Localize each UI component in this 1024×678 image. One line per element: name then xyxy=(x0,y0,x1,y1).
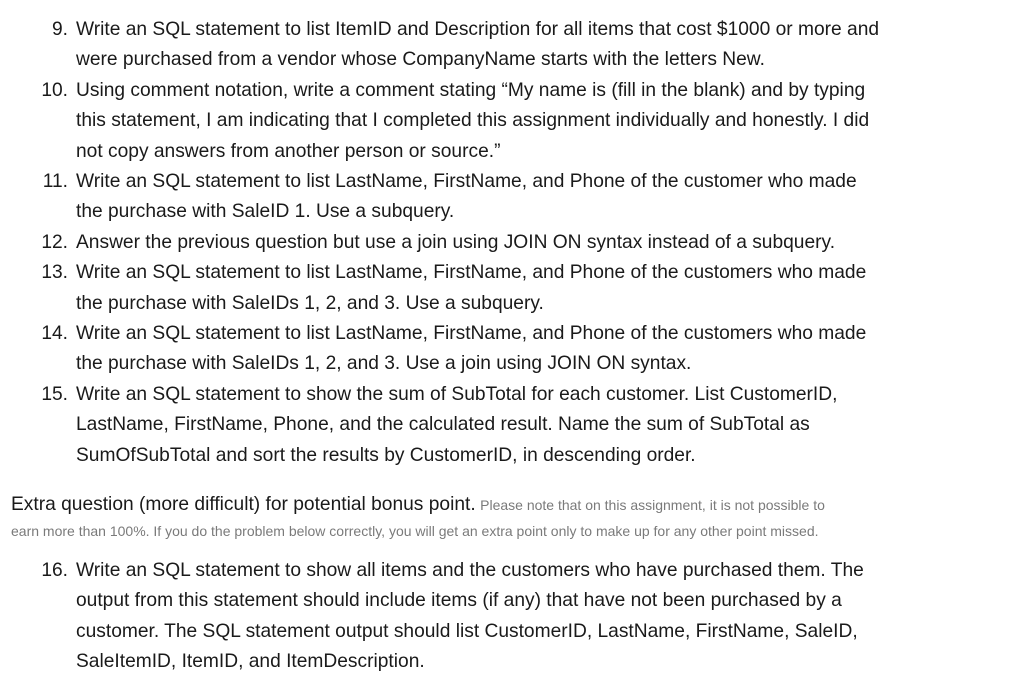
question-text-line: Answer the previous question but use a join using JOIN ON syntax instead of a subquery. xyxy=(76,231,836,253)
question-number: 16. xyxy=(41,560,68,581)
extra-question-note-continued: earn more than 100%. If you do the problem below correctly, you will get an extra point only to make up for any other point missed. xyxy=(11,523,819,539)
question-12 xyxy=(0,228,1024,258)
question-9 xyxy=(0,15,1024,76)
question-text-line: Using comment notation, write a comment stating “My name is (fill in the blank) and by typing xyxy=(76,79,866,101)
extra-question-note: Please note that on this assignment, it is not possible to xyxy=(480,497,825,513)
question-text-line: Write an SQL statement to list ItemID and Description for all items that cost $1000 or more and xyxy=(76,19,880,40)
question-text-line: not copy answers from another person or source.” xyxy=(76,140,501,162)
question-text-line: the purchase with SaleID 1. Use a subquery. xyxy=(76,201,455,223)
question-text-line: were purchased from a vendor whose CompanyName starts with the letters New. xyxy=(76,49,765,71)
question-text-line: Write an SQL statement to list LastName, FirstName, and Phone of the customer who made xyxy=(76,171,857,193)
question-13 xyxy=(0,258,1024,319)
question-text-line: LastName, FirstName, Phone, and the calculated result. Name the sum of SubTotal as xyxy=(76,414,810,436)
question-10 xyxy=(0,76,1024,167)
question-number: 9. xyxy=(51,19,68,40)
extra-question-row xyxy=(11,491,1011,518)
question-16 xyxy=(0,556,1024,678)
question-number: 10. xyxy=(41,79,68,101)
extra-question-heading xyxy=(11,491,1011,545)
question-list xyxy=(0,15,1024,471)
bonus-question-list xyxy=(0,556,1024,678)
question-number: 13. xyxy=(41,262,68,284)
question-text-line: SaleItemID, ItemID, and ItemDescription. xyxy=(76,651,425,673)
question-number: 14. xyxy=(41,323,68,345)
question-text-line: output from this statement should include items (if any) that have not been purchased by a xyxy=(76,590,842,612)
question-text-line: the purchase with SaleIDs 1, 2, and 3. Use a subquery. xyxy=(76,292,544,314)
question-text-line: Write an SQL statement to list LastName, FirstName, and Phone of the customers who made xyxy=(76,262,867,284)
question-15 xyxy=(0,380,1024,471)
question-text-line: this statement, I am indicating that I completed this assignment individually and honestly. I did xyxy=(76,110,870,132)
question-text-line: the purchase with SaleIDs 1, 2, and 3. Use a join using JOIN ON syntax. xyxy=(76,353,692,375)
question-14 xyxy=(0,319,1024,380)
question-text-line: Write an SQL statement to list LastName, FirstName, and Phone of the customers who made xyxy=(76,323,867,345)
question-number: 15. xyxy=(41,383,68,405)
question-text-line: SumOfSubTotal and sort the results by CustomerID, in descending order. xyxy=(76,444,696,466)
question-number: 11. xyxy=(42,171,68,193)
question-text-line: Write an SQL statement to show the sum of SubTotal for each customer. List CustomerID, xyxy=(76,383,838,405)
question-text-line: customer. The SQL statement output should list CustomerID, LastName, FirstName, SaleID, xyxy=(76,620,858,642)
question-text-line: Write an SQL statement to show all items and the customers who have purchased them. The xyxy=(76,560,864,581)
question-number: 12. xyxy=(41,231,68,253)
question-11 xyxy=(0,167,1024,228)
extra-question-lead: Extra question (more difficult) for potential bonus point. xyxy=(11,494,476,515)
